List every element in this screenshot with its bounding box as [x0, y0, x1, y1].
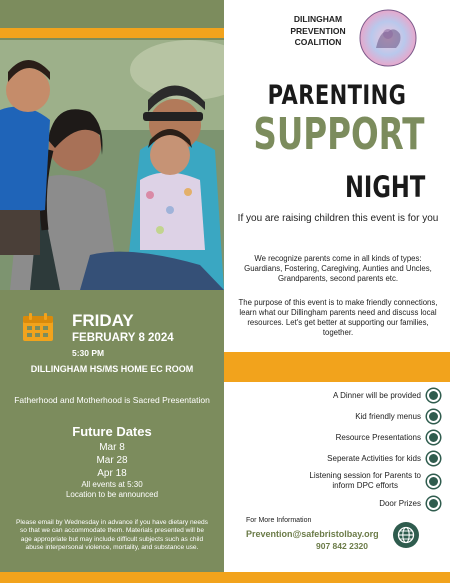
- circle-bullet-icon: [427, 431, 440, 444]
- feature-item: [240, 496, 440, 511]
- feature-text: Door Prizes: [379, 498, 421, 508]
- feature-item: [240, 451, 440, 466]
- orange-divider-bar: [224, 352, 450, 382]
- future-dates-list: [0, 441, 224, 500]
- future-time-note: All events at 5:30: [81, 480, 143, 489]
- future-date-item: Mar 8: [99, 442, 125, 453]
- title-line-support: SUPPORT: [253, 109, 425, 160]
- contact-email-link[interactable]: Prevention@safebristolbay.org: [246, 529, 379, 539]
- title-line-night: NIGHT: [345, 170, 426, 204]
- feature-text-line: inform DPC efforts: [332, 481, 399, 490]
- organization-name: [281, 14, 355, 49]
- circle-bullet-icon: [427, 389, 440, 402]
- circle-bullet-icon: [427, 452, 440, 465]
- family-photo: [0, 40, 224, 290]
- org-name-line: DILINGHAM: [293, 14, 343, 24]
- feature-text: Seperate Activities for kids: [327, 453, 421, 463]
- future-dates-title: Future Dates: [72, 424, 152, 439]
- future-date-item: Apr 18: [97, 468, 127, 479]
- org-name-line: PREVENTION: [290, 25, 346, 36]
- globe-icon[interactable]: [393, 522, 419, 548]
- circle-bullet-icon: [427, 475, 440, 488]
- calendar-icon: [22, 312, 54, 342]
- feature-item: [240, 470, 440, 492]
- future-location-note: Location to be announced: [65, 490, 159, 499]
- bottom-accent-stripe: [0, 572, 450, 583]
- event-presentation: Fatherhood and Motherhood is Sacred Presentation: [14, 395, 210, 405]
- feature-text: A Dinner will be provided: [332, 390, 421, 400]
- feature-text-line: Listening session for Parents to: [309, 471, 421, 480]
- globe-glyph: [397, 526, 415, 544]
- paragraph-types: We recognize parents come in all kinds of types: Guardians, Fostering, Caregiving, Aunties and Uncles, Grandparents, second parents etc.: [244, 254, 432, 283]
- feature-item: [240, 430, 440, 445]
- disclaimer-text: Please email by Wednesday in advance if you have dietary needs so that we can accommodate them. Materials presented will be age appropriate but may include difficult subjects such as child abuse interpersonal violence, mortality, and substance use.: [16, 519, 208, 552]
- event-venue: DILLINGHAM HS/MS HOME EC ROOM: [30, 364, 194, 374]
- title-line-parenting: PARENTING: [267, 80, 407, 111]
- feature-item: [240, 388, 440, 403]
- feature-text: [309, 471, 421, 491]
- event-day: FRIDAY: [72, 311, 134, 330]
- feature-text: Resource Presentations: [335, 432, 421, 442]
- top-accent-stripe: [0, 28, 224, 38]
- contact-phone[interactable]: 907 842 2320: [316, 541, 368, 551]
- future-date-item: Mar 28: [96, 455, 128, 466]
- lead-text: If you are raising children this event is for you: [237, 213, 439, 224]
- event-time: 5:30 PM: [72, 348, 105, 358]
- coalition-logo: [358, 8, 418, 68]
- feature-list: [240, 388, 440, 511]
- org-name-line: COALITION: [294, 37, 342, 47]
- event-date: FEBRUARY 8 2024: [72, 332, 174, 344]
- feature-text: Kid friendly menus: [355, 411, 421, 421]
- feature-item: [240, 409, 440, 424]
- circle-bullet-icon: [427, 410, 440, 423]
- contact-label: For More Information: [246, 517, 312, 524]
- circle-bullet-icon: [427, 497, 440, 510]
- paragraph-purpose: The purpose of this event is to make friendly connections, learn what our Dillingham parents need and discuss local resources. Let's get better at supporting our families, together.: [238, 298, 438, 337]
